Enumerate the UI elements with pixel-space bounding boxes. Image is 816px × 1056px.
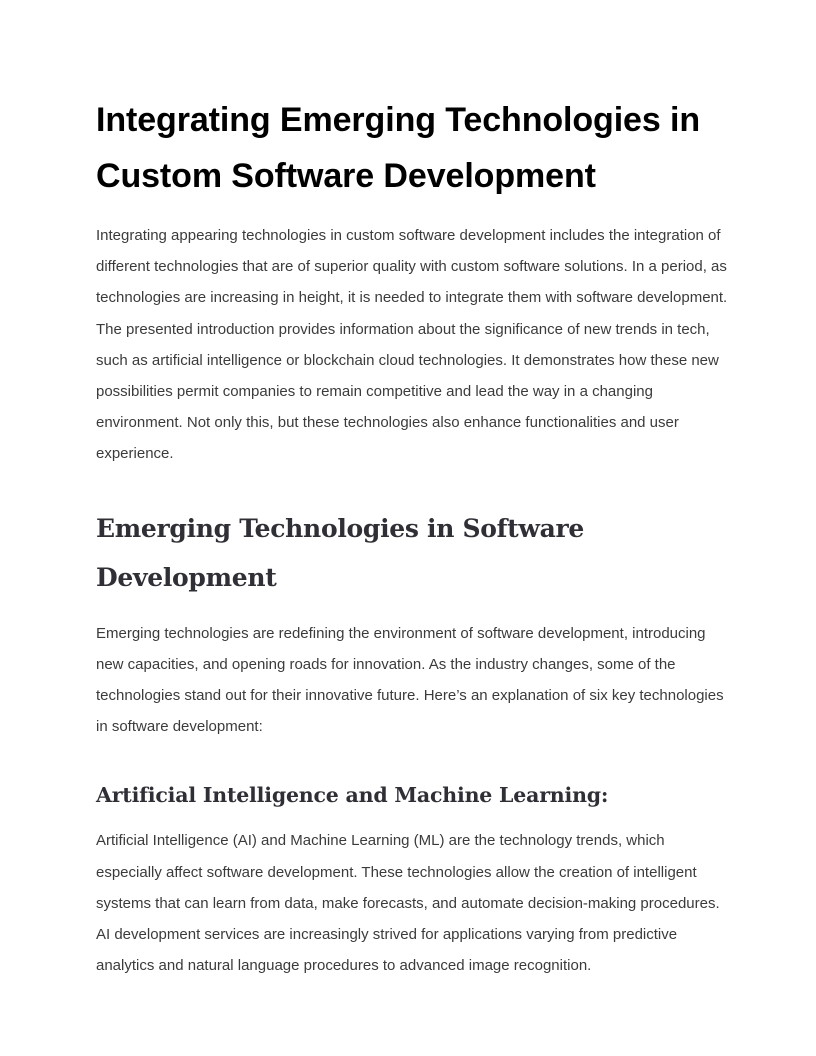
document-page bbox=[96, 92, 732, 981]
page-title: Integrating Emerging Technologies in Custom Software Development bbox=[96, 101, 701, 195]
section-paragraph-ai-ml: Artificial Intelligence (AI) and Machine Learning (ML) are the technology trends, which especially affect software development. These technologies allow the creation of intelligent systems that can learn from data, make forecasts, and automate decision-making procedures. AI development services are increasingly strived for applications varying from predictive analytics and natural language procedures to advanced image recognition. bbox=[96, 832, 720, 975]
section-paragraph-emerging-technologies: Emerging technologies are redefining the environment of software development, introducing new capacities, and opening roads for innovation. As the industry changes, some of the technologies stand out for their innovative future. Here’s an explanation of six key technologies in software development: bbox=[96, 624, 724, 736]
intro-paragraph: Integrating appearing technologies in custom software development includes the integration of different technologies that are of superior quality with custom software solutions. In a period, as technologies are increasing in height, it is needed to integrate them with software development. The presented introduction provides information about the significance of new trends in tech, such as artificial intelligence or blockchain cloud technologies. It demonstrates how these new possibilities permit companies to remain competitive and lead the way in a changing environment. Not only this, but these technologies also enhance functionalities and user experience. bbox=[96, 227, 728, 463]
section-heading-ai-ml: Artificial Intelligence and Machine Learning: bbox=[96, 783, 609, 808]
section-heading-emerging-technologies: Emerging Technologies in Software Development bbox=[96, 513, 584, 592]
